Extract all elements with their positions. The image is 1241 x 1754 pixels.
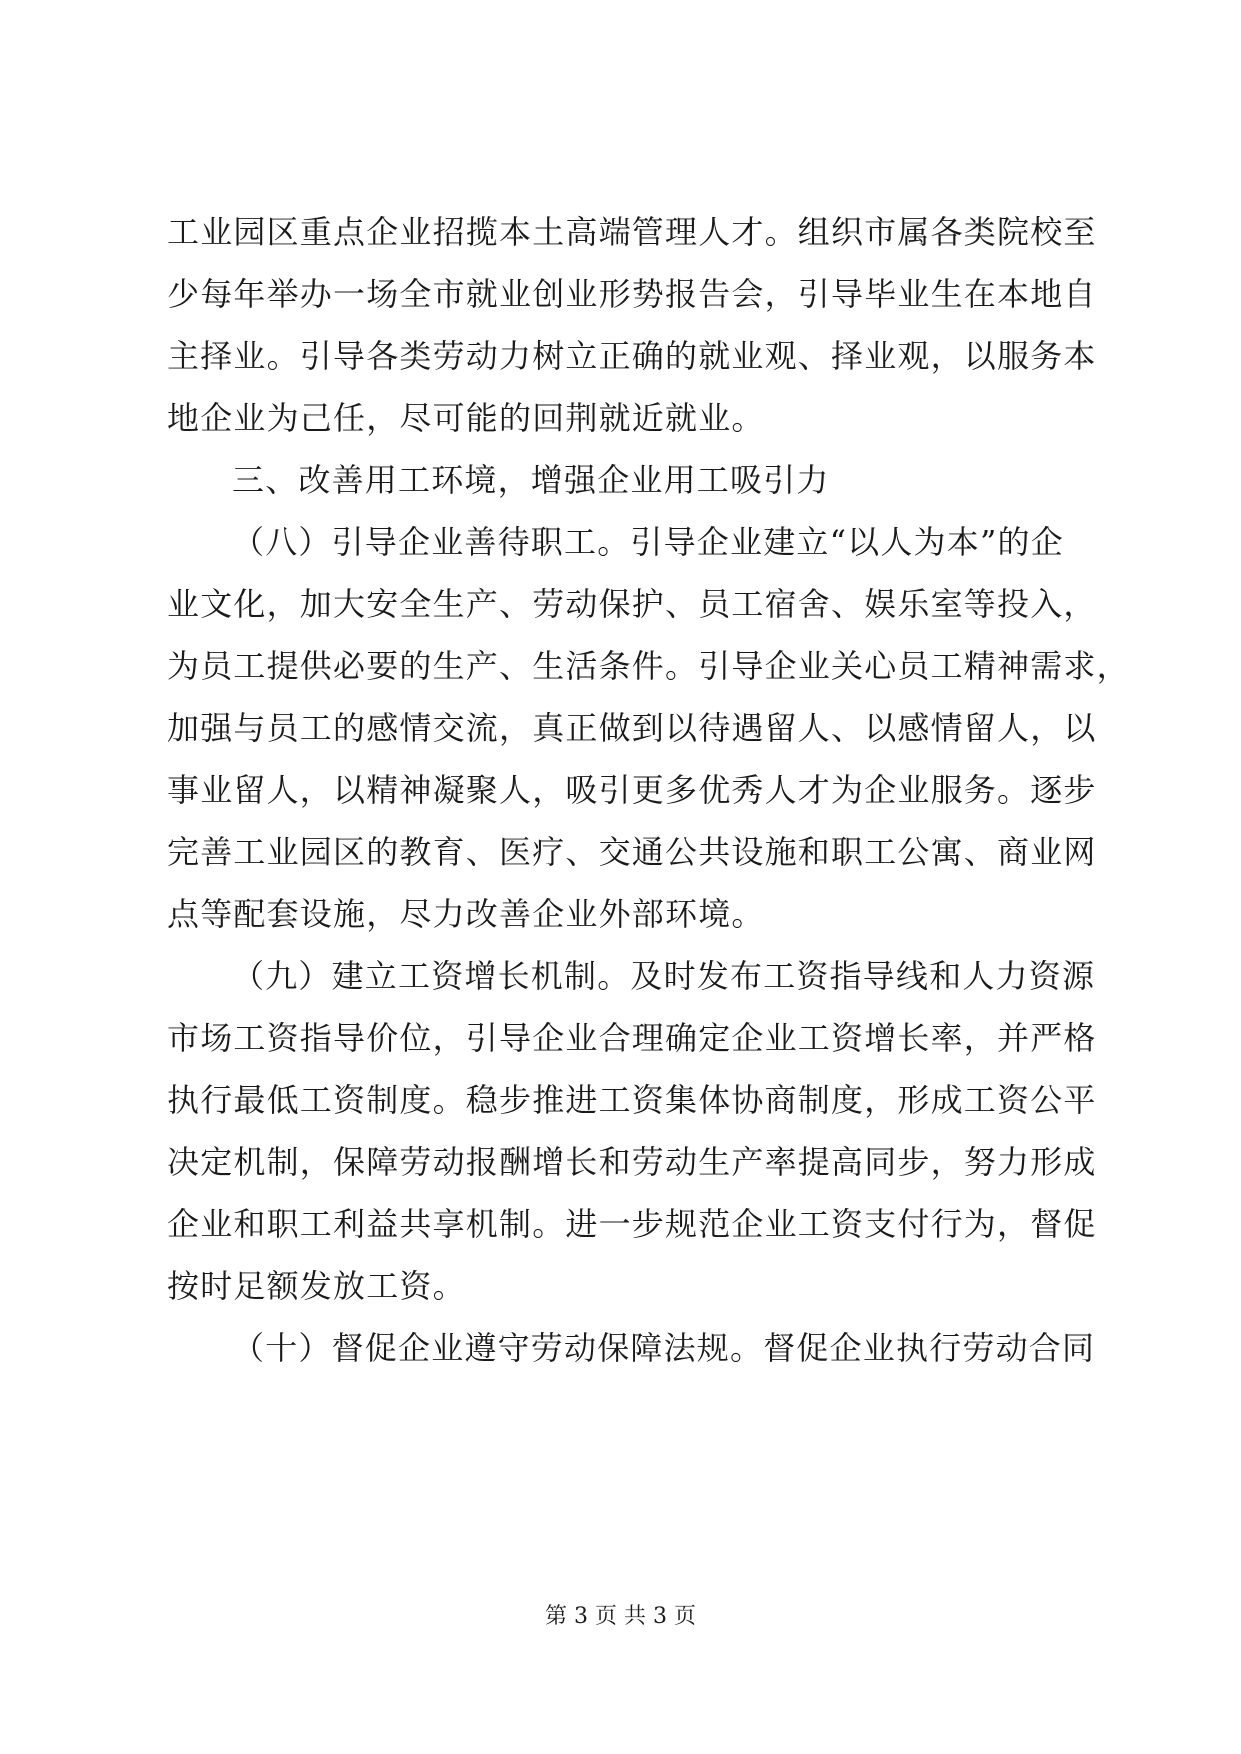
text-line-3: 主择业。引导各类劳动力树立正确的就业观、择业观，以服务本 <box>167 337 1097 375</box>
paragraph-10-heading-line: （十）督促企业遵守劳动保障法规。督促企业执行劳动合同 <box>232 1329 1096 1367</box>
text-line-2: 少每年举办一场全市就业创业形势报告会，引导毕业生在本地自 <box>167 275 1097 313</box>
text-line-11: 完善工业园区的教育、医疗、交通公共设施和职工公寓、商业网 <box>167 833 1097 871</box>
text-line-15: 执行最低工资制度。稳步推进工资集体协商制度，形成工资公平 <box>167 1081 1097 1119</box>
text-line-14: 市场工资指导价位，引导企业合理确定企业工资增长率，并严格 <box>167 1019 1097 1057</box>
page-number-footer: 第 3 页 共 3 页 <box>545 1604 696 1629</box>
text-line-16: 决定机制，保障劳动报酬增长和劳动生产率提高同步，努力形成 <box>167 1143 1097 1181</box>
text-line-17: 企业和职工利益共享机制。进一步规范企业工资支付行为，督促 <box>167 1205 1097 1243</box>
paragraph-8-heading-line: （八）引导企业善待职工。引导企业建立“以人为本”的企 <box>232 523 1064 561</box>
text-line-18: 按时足额发放工资。 <box>167 1267 466 1305</box>
paragraph-9-heading-line: （九）建立工资增长机制。及时发布工资指导线和人力资源 <box>232 957 1096 995</box>
section-heading: 三、改善用工环境，增强企业用工吸引力 <box>232 461 830 499</box>
text-line-4: 地企业为己任，尽可能的回荆就近就业。 <box>167 399 765 437</box>
text-line-8: 为员工提供必要的生产、生活条件。引导企业关心员工精神需求， <box>167 647 1130 685</box>
text-line-10: 事业留人，以精神凝聚人，吸引更多优秀人才为企业服务。逐步 <box>167 771 1097 809</box>
text-line-7: 业文化，加大安全生产、劳动保护、员工宿舍、娱乐室等投入， <box>167 585 1097 623</box>
text-line-9: 加强与员工的感情交流，真正做到以待遇留人、以感情留人，以 <box>167 709 1097 747</box>
text-line-1: 工业园区重点企业招揽本土高端管理人才。组织市属各类院校至 <box>167 213 1097 251</box>
text-line-12: 点等配套设施，尽力改善企业外部环境。 <box>167 895 765 933</box>
